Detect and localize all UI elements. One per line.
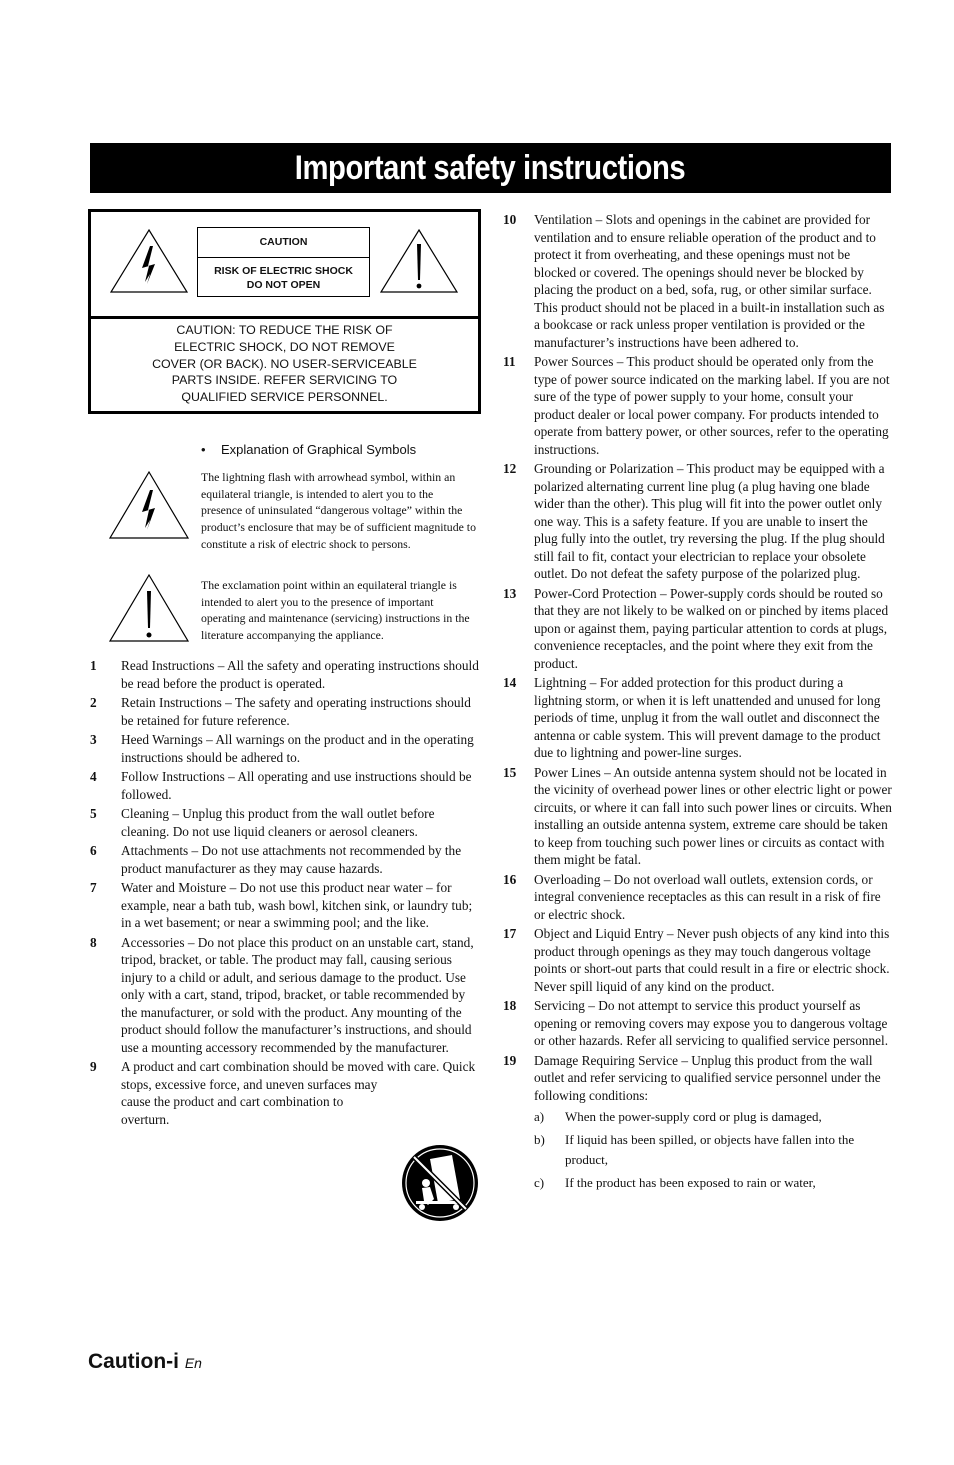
instruction-item [90,805,480,840]
lightning-symbol-icon [108,470,190,540]
item-number: 13 [503,585,517,601]
item-number: 3 [90,732,97,747]
symbols-heading [201,442,416,457]
title-bar [90,143,891,193]
item-text: Read Instructions – All the safety and operating instructions should be read before the product is operated. [121,658,479,691]
item-text: Power Sources – This product should be operated only from the type of power source indicated on the marking label. If you are not sure of the type of power supply to your home, consult your product dealer or local power company. For products intended to operate from battery power, or other sources, refer to the operating instructions. [534,354,890,457]
instruction-item [503,764,893,869]
item-text: Cleaning – Unplug this product from the wall outlet before cleaning. Do not use liquid cleaners or aerosol cleaners. [121,806,435,839]
instruction-item [503,997,893,1050]
item-number: 12 [503,461,517,476]
instruction-item [90,694,480,729]
instruction-item [90,731,480,766]
sub-text: When the power-supply cord or plug is damaged, [565,1109,822,1124]
item-text: Damage Requiring Service – Unplug this product from the wall outlet and refer servicing to qualified service personnel under the following conditions: [534,1052,881,1103]
item-number: 19 [503,1052,517,1068]
instruction-item [90,879,480,932]
instruction-item [503,353,893,458]
item-text: Lightning – For added protection for this product during a lightning storm, or when it is left unattended and unused for long periods of time, unplug it from the wall outlet and disconnect the antenna or cable system. This will prevent damage to the product due to lightning and power-line surges. [534,675,881,760]
caution-text-line: COVER (OR BACK). NO USER-SERVICEABLE [152,356,417,371]
item-text: Overloading – Do not overload wall outlets, extension cords, or integral convenience receptacles as this can result in a risk of fire or electric shock. [534,871,881,922]
page-title: Important safety instructions [295,148,686,187]
shock-label-line-2: DO NOT OPEN [246,279,321,291]
caution-text [91,322,478,406]
item-text: Attachments – Do not use attachments not recommended by the product manufacturer as they may cause hazards. [121,843,462,876]
item-text: A product and cart combination should be moved with care. Quick stops, excessive force, and uneven surfaces may [121,1059,476,1092]
shock-label [197,227,370,297]
item-number: 5 [90,806,97,821]
sub-label: a) [534,1109,545,1124]
caution-text-line: QUALIFIED SERVICE PERSONNEL. [181,390,388,405]
sub-text: If liquid has been spilled, or objects have fallen into the product, [565,1132,855,1167]
item-number: 16 [503,871,517,887]
item-text: cause the product and cart combination to [121,1094,344,1109]
exclamation-symbol-icon [108,573,190,643]
exclamation-symbol-text: The exclamation point within an equilateral triangle is intended to alert you to the presence of important operating and maintenance (servicing) instructions in the literature accompanying the appliance. [201,578,470,643]
item-number: 10 [503,212,517,227]
item-number: 1 [90,658,97,673]
caution-text-line: PARTS INSIDE. REFER SERVICING TO [171,373,398,388]
item-text: Follow Instructions – All operating and use instructions should be followed. [121,769,472,802]
instruction-item [503,211,893,351]
instruction-item [90,842,480,877]
sub-condition [534,1107,893,1127]
shock-label-caution: CAUTION [198,228,369,258]
shock-label-line-1: RISK OF ELECTRIC SHOCK [214,265,353,277]
cart-warning-icon [400,1143,480,1223]
item-text: Accessories – Do not place this product on an unstable cart, stand, tripod, bracket, or table. The product may fall, causing serious injury to a child or adult, and serious damage to the product. Use only with a cart, stand, tripod, bracket, or table recommended by the manufacturer, or sold with the product. Any mounting of the product should follow the manufacturer’s instructions, and should use a mounting accessory recommended by the manufacturer. [121,934,474,1055]
item-number: 17 [503,926,517,941]
instruction-item [503,674,893,762]
lightning-symbol-text: The lightning flash with arrowhead symbol, within an equilateral triangle, is intended to alert you to the presence of uninsulated “dangerous voltage” within the product’s enclosure that may be of sufficient magnitude to constitute a risk of electric shock to persons. [201,470,476,551]
caution-panel [88,209,481,414]
instruction-item [503,460,893,583]
sub-label: b) [534,1132,545,1147]
instruction-item [90,1058,480,1128]
item-text: Water and Moisture – Do not use this product near water – for example, near a bath tub, wash bowl, kitchen sink, or laundry tub; in a wet basement; or near a swimming pool; and the like. [121,880,473,930]
instruction-item [503,1052,893,1194]
item-number: 7 [90,880,97,895]
sub-text: If the product has been exposed to rain or water, [565,1175,816,1190]
instruction-item [90,934,480,1057]
item-number: 8 [90,934,97,950]
right-instruction-list [503,211,893,1195]
exclamation-warning-icon [379,228,459,294]
symbols-heading-text: Explanation of Graphical Symbols [221,442,417,457]
caution-panel-header [91,212,478,319]
item-number: 9 [90,1059,97,1074]
item-number: 11 [503,354,516,369]
sub-condition [534,1130,893,1170]
bullet: • [201,442,206,457]
item-number: 6 [90,843,97,858]
instruction-item [503,585,893,673]
item-number: 14 [503,675,517,690]
item-number: 15 [503,764,517,780]
item-text: Power Lines – An outside antenna system should not be located in the vicinity of overhead power lines or other electric light or power circuits, or where it can fall into such power lines or circuits. When installing an outside antenna system, extreme care should be taken to keep from touching such power lines or circuits as contact with them might be fatal. [534,764,892,867]
item-text: Grounding or Polarization – This product may be equipped with a polarized alternating current line plug (a plug having one blade wider than the other). This plug will fit into the power outlet only one way. This is a safety feature. If you are unable to insert the plug fully into the outlet, try reversing the plug. If the plug should still fail to fit, contact your electrician to replace your obsolete outlet. Do not defeat the safety purpose of the polarized plug. [534,461,885,581]
instruction-item [90,768,480,803]
instruction-item [90,657,480,692]
sub-condition [534,1173,893,1193]
page-footer [88,1350,202,1374]
item-text: Retain Instructions – The safety and operating instructions should be retained for future reference. [121,695,471,728]
item-text: Power-Cord Protection – Power-supply cords should be routed so that they are not likely to be walked on or pinched by items placed upon or against them, paying particular attention to cords at plugs, convenience receptacles, and the point where they exit from the product. [534,585,889,671]
item-number: 4 [90,769,97,784]
caution-text-line: ELECTRIC SHOCK, DO NOT REMOVE [174,339,395,354]
item-number: 18 [503,998,517,1013]
item-text: Ventilation – Slots and openings in the cabinet are provided for ventilation and to ensure reliable operation of the product and to protect it from overheating, and these openings must not be blocked or covered. The openings should never be blocked by placing the product on a bed, sofa, rug, or other similar surface. This product should not be placed in a built-in installation such as a bookcase or rack unless proper ventilation is provided or the manufacturer’s instructions have been adhered to. [534,212,885,350]
left-instruction-list [90,657,480,1130]
item-text: Servicing – Do not attempt to service this product yourself as opening or removing covers may expose you to dangerous voltage or other hazards. Refer all servicing to qualified service personnel. [534,998,889,1048]
caution-text-line: CAUTION: TO REDUCE THE RISK OF [176,323,393,337]
lightning-warning-icon [109,228,189,294]
instruction-item [503,925,893,995]
item-text: Object and Liquid Entry – Never push objects of any kind into this product through openings as they may touch dangerous voltage points or short-out parts that could result in a fire or electric shock. Never spill liquid of any kind on the product. [534,926,890,994]
page-number: Caution-i [88,1350,179,1373]
language-code: En [184,1355,202,1371]
item-text: overturn. [121,1111,170,1127]
item-number: 2 [90,695,97,710]
instruction-item [503,871,893,924]
sub-label: c) [534,1175,545,1190]
item-text: Heed Warnings – All warnings on the product and in the operating instructions should be adhered to. [121,732,474,765]
